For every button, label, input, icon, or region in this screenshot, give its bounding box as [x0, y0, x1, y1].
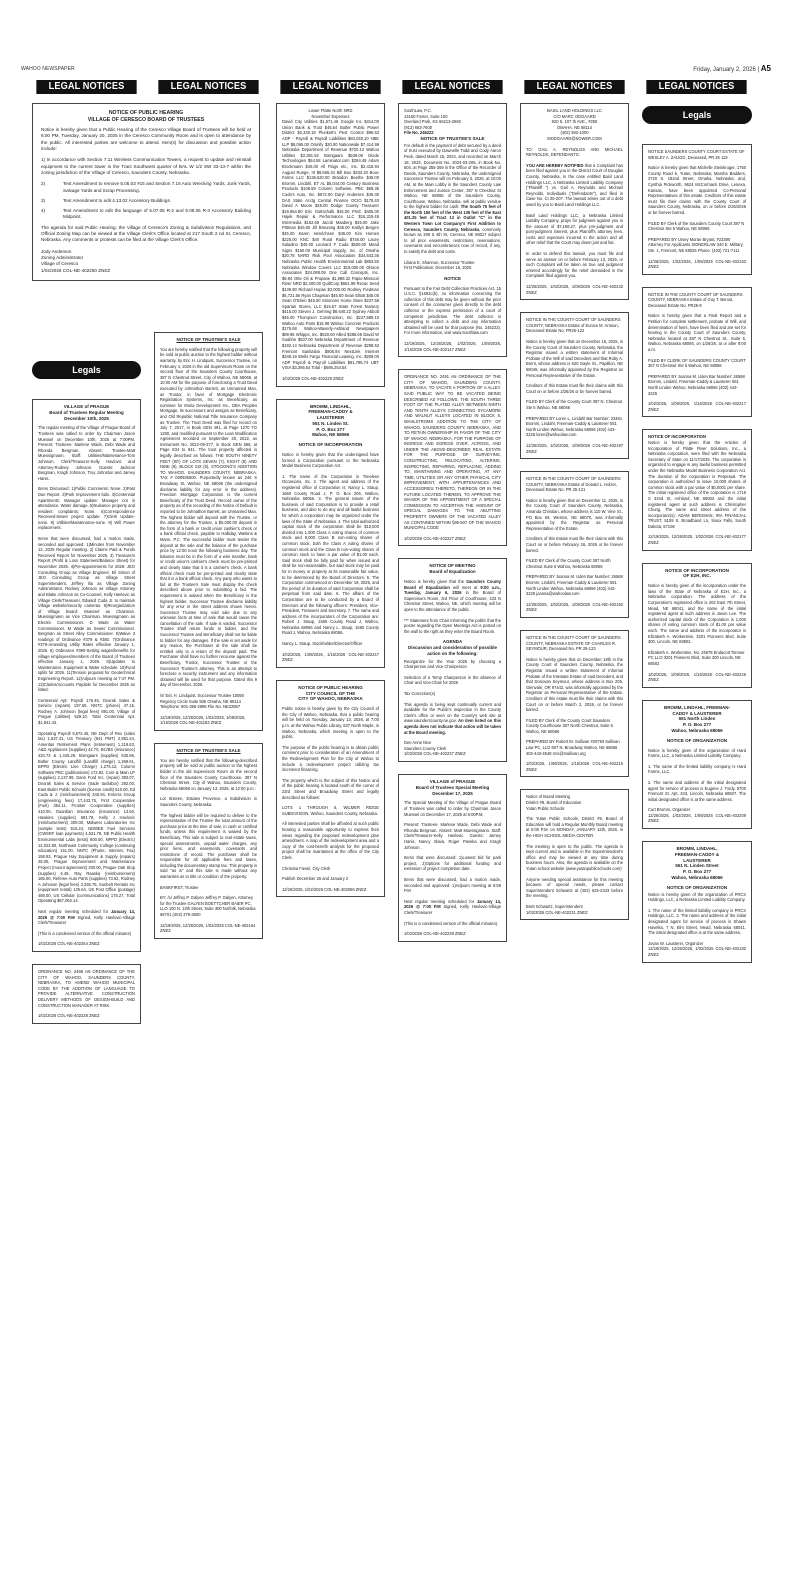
- section-header: LEGAL NOTICES: [646, 80, 746, 94]
- section-header-bars: [32, 80, 752, 94]
- notice-organization-prcs-holdings: BROMM, LINDAHL, FREEMAN-CADDY & LAUSTERER 551 N. Linden Street P. O. Box 277 Wahoo, Nebraska 68066 NOTICE OF ORGANIZATION Notice is hereby given of the organization of PRCS Holdings, LLC, a Nebraska Limited Liability Company. 1. The name of the limited liability company is PRCS Holdings, LLC. 2. The name and address of the initial designated agent for service of process is Shawn Havelka, 7 N. Elm Street, Mead, Nebraska 68041. The initial designated office is at the same address. Jovan W. Lausterer, Organizer 12/19/2025, 12/26/2025, 1/02/2026 COL-NE-402182 ZNEZ: [642, 841, 752, 963]
- notice-basil-land-holdings: BASIL LAND HOLDINGS LLC C/O MARC ODGAARD 920 S. 107 th AVE., #250 OMAHA, NE 68114 (402) 592-1000 MODGAARD@SOWER.COM TO: GAIL A. REYNOLDS AND MICHAEL REYNOLDS, DEFENDANTS: YOU ARE HEREBY NOTIFIED that a Complaint has been filed against you in the District Court of Douglas County, Nebraska, in the case entitled Basil Land Holdings LLC, a Nebraska Limited Liability Company ("Plaintiff ") vs. Gail A. Reynolds and Michael Reynolds, Individuals ("Defendants"), and filed in Case No. CI 25-207. The lawsuit arises out of a debt owed by you to Basil Land Holdings LLC. Basil Land Holdings LLC, a Nebraska Limited Liability Company, prays for judgment against you in the amount of $7,188.27, plus pre-judgment and post-judgment interest, plus Plaintiff's attorney fees, costs and expenses incurred in the action and all other relief that the Court may deem just and fair. In order to defend this lawsuit, you must file and serve an answer on or before February 13, 2026, or such Complaint will be taken as true and judgment entered accordingly for the relief demanded in the Complaint filed against you. 12/26/2025, 1/02/2026, 1/09/2026 COL-NE-402232 ZNEZ: [520, 103, 629, 300]
- notice-ordinance-2488: ORDINANCE NO. 2488 AN ORDINANCE OF THE CITY OF WAHOO, SAUNDERS COUNTY, NEBRASKA, TO AMEND WAHOO MUNICIPAL CODE BY THE ADDITION OF LANGUAGE TO PROVIDE ALTERNATIVE CONSTRUCTION DELIVERY METHODS OF DESIGN-BUILD AND CONSTRUCTION MANAGER AT RISK. 1/02/2026 COL-NE-402228 ZNEZ: [32, 964, 141, 1024]
- agenda-item: 2) Text Amendment to remove 5.05.03 #15 and Section 7.16 Auto Wrecking Yards, Junk Yards, Salvage Yards and Scrap Processing.: [41, 181, 251, 193]
- column-2: [154, 332, 263, 951]
- notice-incorporation-e2h: NOTICE OF INCORPORATION OF E2H, INC. Notice is hereby given of the incorporation under the laws of the State of Nebraska of E2H, Inc., a Nebraska corporation. The address of the Corporation's registered office is 202 East 7th Street, Mead, NE 68041, and the name of the initial registered agent at such address is Jason Lee. The authorized capital stock of the Corporation is 1,000 shares of voting common stock of $1.00 par value each. The name and address of the incorporator is Elizabeth A. Workentine, 3201 Pioneers Blvd, Suite 300, Lincoln, NE 68502. Elizabeth A. Workentine, No. 26678 Endacott Timmer PC LLO 3201 Pioneers Blvd, Suite 300 Lincoln, NE 68502 1/02/2026, 1/09/2026, 1/16/2026 COL-NE-402246 ZNEZ: [642, 563, 752, 688]
- section-header: LEGAL NOTICES: [402, 80, 502, 94]
- notice-title: VILLAGE of PRAGUE Board of Trustees Regular Meeting December 10th, 2025: [49, 404, 124, 421]
- notice-estate-zaugg: NOTICE SAUNDERS COUNTY COURT ESTATE OF WESLEY A. ZAUGG, Deceased, PR 25 119 Notice is hereby given that Michelle Steinkruger, 1750 County Road 6, Yutan, Nebraska; Marsha Badders, 3720 S. 182nd Street, Omaha, Nebraska; and, Cynthia Pickworth, 9624 McCormack Drive, Lenexa, Kansas, have been appointed Co-Personal Representatives of this estate. Creditors of this estate must file their claims with the County Court of Saunders County, Nebraska, on or before 2/26/2026 or be forever barred. FILED BY Clerk of the Saunders County Court 387 N Chestnut Ste 5 Wahoo, NE 68066 PREPARED BY Ursey Moran Bryant, #23380 Attorney For Applicants SIDNERLAW 340 E. Military, Ste. 1, Fremont, NE 68025 Phone: (402) 721-7111 12/26/2025, 1/02/2026, 1/09/2026 COL-NE-402163 ZNEZ: [642, 144, 752, 275]
- notice-southlaw-trustees-sale: SouthLaw, P.C. 13160 Foster, Suite 100 Overland Park, KS 66213-2660 (913) 663-7600 File No. 246222 NOTICE OF TRUSTEE'S SALE For default in the payment of debt secured by a deed of trust executed by Dawnelle Todd and Cody Aaron Peck, dated March 15, 2024, and recorded on March 18, 2024, Document No. 2024-03-205, in Book No. 604, at Page 355-369 in the Office of the Recorder of Deeds, Saunders County, Nebraska, the undersigned Successor Trustee will on February 3, 2026, at 10:00 AM, at the Main Lobby in the Saunders County Law Enforcement and Justice Center, 387 N Chestnut St Wahoo, NE 68066 of the Saunders County, Courthouse, Wahoo, Nebraska, sell at public vendue to the highest bidder for cash: The South 75 feet of the North 150 feet of the West 135 feet of the East 401.25 feet of Tract 13 in Outlot "C" in the Western Town Lot Company's First Addition to Ceresco, Saunders County, Nebraska, commonly known as 309 S 4th St, Ceresco, NE 68017 subject to all prior easements, restrictions, reservations, covenants and encumbrances now of record, if any, to satisfy the debt and costs. Liliana E. Shannon, Successor Trustee First Publication: December 19, 2025 NOTICE Pursuant to the Fair Debt Collection Practices Act, 15 U.S.C. §1692c(b), no information concerning the collection of this debt may be given without the prior consent of the consumer given directly to the debt collector or the express permission of a court of competent jurisdiction. The debt collector is attempting to collect a debt and any information obtained will be used for that purpose (No. 246222). For more information, visit www.Southlaw.com 12/19/2025, 12/26/2025, 1/02/2026, 1/09/2026, 1/16/2026 COL-NE-402147 ZNEZ: [398, 103, 507, 357]
- notice-board-of-equalization: NOTICE OF MEETING Board of Equalization Notice is hereby given that the Saunders County Board of Equalization will meet at 9:00 a.m., Tuesday, January 6, 2026 in the Board of Supervisors Room, 3rd Floor of Courthouse, 433 N Chestnut Street, Wahoo, NE, which meeting will be open to the attendance of the public. *** Statement from Chair informing the public that the poster regarding the Open Meetings Act is posted on the wall to the right as they enter the Board Room. AGENDA Discussion and consideration of possible action on the following: Reorganize for the Year 2026 by choosing a Chairperson and Vice Chairperson Selection of a Temp Chairperson in the absence of Chair and Vice-Chair for 2026 Tax Correction(s) This agenda is being kept continually current and available for the Public's inspection in the County Clerk's office or seen on the County's web site at www.saunderscounty.ne.gov. An item listed on this agenda does not indicate that action will be taken at the Board meeting. Dee Anne Nice Saunders County Clerk 1/02/2026 COL-NE-402237 ZNEZ: [398, 558, 507, 762]
- masthead: [21, 62, 771, 74]
- column-6: [642, 98, 752, 975]
- notice-paragraph: The agenda for said Public Hearing, the Village of Ceresco's Zoning & Subdivision Regulations, and Official Zoning Map can be viewed at the Village Clerk's Office located at 217 South 2 nd St, Ceresco, Nebraska. Any comments or protests can be filed at the Village Clerk's Office.: [41, 224, 251, 243]
- column-5: [520, 103, 629, 932]
- page-number: A5: [760, 64, 771, 73]
- notice-wahoo-public-hearing: NOTICE OF PUBLIC HEARING CITY COUNCIL OF THE CITY OF WAHOO, NEBRASKA Public notice is hereby given by the City Council of the City of Wahoo, Nebraska, that a public hearing will be held on Tuesday, January 13, 2026, at 7:00 p.m. at the Wahoo Public Library, 637 North Maple, in Wahoo, Nebraska, which meeting is open to the public. The purpose of the public hearing is to obtain public comment prior to consideration of an Amendment of the Redevelopment Plan for the City of Wahoo to include a redevelopment project utilizing tax increment financing. The property which is the subject of this Notice and of the public hearing is located south of the corner of 23rd Street and Broadway Street and legally described as follows: LOTS 1 THROUGH 6, WILMER RIDGE SUBDIVISION, Wahoo, Saunders County, Nebraska. All interested parties shall be afforded at such public hearing a reasonable opportunity to express their views regarding the proposed redevelopment plan amendment. A map of the redevelopment area and a copy of the cost-benefit analysis for the proposed project shall be maintained at the office of the City Clerk. Christina Fiesel, City Clerk Publish December 26 and January 2 12/26/2025, 1/02/2026 COL-NE-402066 ZNEZ: [276, 680, 385, 897]
- notice-estate-benoit: NOTICE IN THE COUNTY COURT OF SAUNDERS COUNTY, NEBRASKA Estate of Guy T. Benoit, Deceased Estate No. PR25-8 Notice is hereby given that a Final Report and a Petition for complete settlement, probate of Will, and determination of heirs, have been filed and are set for hearing in the County Court of Saunders County, Nebraska located at 387 N Chestnut St., Suite 5, Wahoo, Nebraska 68066, on 1/26/26, at or after 9:00 a.m. FILED BY CLERK OF SAUNDERS COUNTY COURT 387 N Chestnut Ste 5 Wahoo, NE 68066 PREPARED BY Joanna M. Uden Bar Number: 26568 Bromm, Lindahl, Freeman-Caddy & Lausterer 551 North Linden Wahoo, Nebraska 68066 (402) 443-3225 1/02/2026, 1/09/2026, 1/16/2026 COL-NE-402217 ZNEZ: [642, 287, 752, 418]
- issue-date: Friday, January 2, 2026: [693, 67, 756, 73]
- notice-signature: Jody Anderson Zoning Administrator Village of Ceresco 1/02/2026 COL-NE-402250 ZNEZ: [41, 248, 111, 273]
- notice-trustees-sale-galyen: NOTICE OF TRUSTEE'S SALE You are hereby notified that the following-described property will be sold at public auction to the highest bidder in the old Supervisors Room on the second floor of the Saunders County Courthouse, 387 N Chestnut Street, City of Wahoo, Saunders County, Nebraska 68066 on January 13, 2026, at 12:00 p.m.: Lot Sixteen, Estates Provence, a Subdivision in Saunders County, Nebraska. The highest bidder will be required to deliver to the representative of the Trustee the total amount of the purchase price at the time of sale, in cash or certified funds, unless this requirement is waived by the Beneficiary. This sale is subject to real estate taxes, special assessments, unpaid water charges, any prior liens, and easements, covenants and restrictions of record. The purchaser shall be responsible for all applicable fees and taxes, including the documentary stamp tax. This property is sold "as is" and this sale is made without any warranties as to title or condition of the property. BANKFIRST, Trustee BY: /s/ Jeffrey P. Galyen Jeffrey P. Galyen, Attorney for the Trustee GALYEN BOETTCHER BAIER PC, LLO 100 N. 13th Street, Suite 300 Norfolk, Nebraska 68701 (402) 379-3600 12/19/2025, 12/26/2025, 1/02/2026 COL-NE-402164 ZNEZ: [154, 743, 263, 939]
- notice-paragraph: Notice is hereby given that a Public Hearing of the Ceresco Village Board of Trustees will be held at 6:00 PM, Tuesday, January 20, 2025 in the Ceresco Community Room and is open to attendance by the public. All interested parties are welcome to attend. Item(s) for discussion and possible action include:: [41, 127, 251, 152]
- notice-organization-hard-farms: BROMM, LINDAHL, FREEMAN- CADDY & LAUSTERER 551 North Linden P. O. Box 277 Wahoo, Nebraska 68066 NOTICE OF ORGANIZATION Notice is hereby given of the organization of Hard Farms, LLC, a Nebraska Limited Liability Company. 1. The name of the limited liability company is Hard Farms, LLC. 2. The name and address of the initial designated agent for service of process is Eugene J. Tvrdy, 5700 Fremont St. Apt. 343, Lincoln, Nebraska 68507. The initial designated office is at the same address. Curt Bromm, Organizer 12/26/2025, 1/02/2026, 1/09/2026 COL-NE-402209 ZNEZ: [642, 700, 752, 829]
- column-1: [32, 345, 141, 1036]
- column-4: [398, 103, 507, 954]
- section-header: LEGAL NOTICES: [524, 80, 624, 94]
- notice-trustees-sale-lindquist: NOTICE OF TRUSTEE'S SALE You are hereby notified that the following property will be sold at public auction to the highest bidder without warranty, by Eric H. Lindquist, Successor Trustee, on February 4, 2026 in the old Supervisors Room on the second floor of the Saunders County Courthouse, 387 N Chestnut Street, City of Wahoo, NE 68066, at 10:00 AM for the purpose of foreclosing a Trust Deed executed by Johnathon Barrett, an Unmarried Man, as Trustor, in favor of Mortgage Electronic Registration Systems, Inc. as Beneficiary, as nominee for Moria Development Inc., DBA Peoples Mortgage, its successors and assigns as Beneficiary, and Old Republic National Title Insurance Company as Trustee. The Trust Deed was filed for record on July 7, 2017, in Book GEN 491, at Page 1270 TO 1280, and modified pursuant to the Loan Modification Agreement recorded on September 30, 2022, as Instrument No. 2022-09-377, in Book GEN 586, at Page 834 to 841. The trust property affected is legally described as follows: THE SOUTH NINETY FEET (90') OF LOTS SEVEN (7), EIGHT (8) AND NINE (9), BLOCK SIX (6), STOCKING'S ADDITION TO WAHOO, SAUNDERS COUNTY, NEBRASKA. TAX # 000936500. Purportedly known as 246 S Broadway St, Wahoo, NE 68066 (the undersigned disclaims liability for any error in the address). Freedom Mortgage Corporation is the current Beneficiary of the Trust Deed. Record owner of the property as of the recording of the Notice of Default is reported to be Johnathon Barrett, an Unmarried Man. The highest bidder will deposit with the Trustee, or the attorney for the Trustee, a $5,000.00 deposit in the form of a bank or credit union cashier's check or a bank official check, payable to Halliday, Watkins & Mann, P.C. The successful bidder must tender the deposit at the sale and the balance of the purchase price by 12:00 noon the following business day. The balance must be in the form of a wire transfer, bank or credit union's cashier's check must be pre-printed and clearly state that it is a cashier's check. A bank official check must be pre-printed and clearly state that it is a bank official check. Any party who wants to bid at the Trustee's Sale must display the check described above prior to submitting a bid. The requirement is waived when the Beneficiary is the highest bidder. Successor Trustee disclaims liability for any error in the street address shown herein. Successor Trustee may void sale due to any unknown facts at time of sale that would cause the cancellation of the sale. If sale is voided, Successor Trustee shall return funds to bidder, and the Successor Trustee and Beneficiary shall not be liable to bidder for any damages. If the sale is set aside for any reason, the Purchaser at the sale shall be entitled only to a return of the deposit paid. The Purchaser shall have no further recourse against the Beneficiary, Trustor, Successor Trustee or the Successor Trustee's attorney. This is an attempt to foreclose a security instrument and any information obtained will be used for that purpose. Dated this 9 day of December, 2025. /s/ Eric H. Lindquist, Successor Trustee 10050 Regency Circle Suite 505 Omaha, NE 68114 Telephone: 801-355-2886 File No. NE22857 12/19/2025, 12/26/2025, 1/02/2026, 1/09/2026, 1/16/2026 COL-NE-401183 ZNEZ: [154, 332, 263, 731]
- agenda-item: 3) Text Amendment to edit 4.13.02 Accessory Buildings.: [41, 197, 172, 203]
- notice-ceresco-public-hearing: [32, 103, 260, 281]
- notice-estate-holzer: NOTICE IN THE COUNTY COURT OF SAUNDERS COUNTY, NEBRASKA Estate of Donald L. Holzer, Deceased Estate No. PR 25-121 Notice is hereby given that on December 11, 2025, in the County Court of Saunders County, Nebraska, Amanda Christian, whose address is 110 W. Vine St., PO Box 69, Weston, NE 68070, was informally appointed by the Registrar as Personal Representative of the Estate. Creditors of this Estate must file their claims with this Court on or before February 26, 2026 or be forever barred. FILED BY Clerk of the County Court 387 North Chestnut Suite 5 Wahoo, Nebraska 68066 PREPARED BY Joanna M. Uden Bar Number: 26568 Bromm, Lindahl, Freeman-Caddy & Lausterer 551 North Linden Wahoo, Nebraska 68066 (402) 443-3225 joanna@wahoolaw.com 12/26/2025, 1/02/2026, 1/09/2026 COL-NE-402192 ZNEZ: [520, 471, 629, 618]
- notice-prague-regular-meeting: VILLAGE of PRAGUE Board of Trustees Regular Meeting December 10th, 2025 The regular meeting of the Village of Prague Board of Trustees was called to order by Chairman Jason Muessel on December 10th, 2025 at 7:00PM. Present: Trustees- Marlene Wade, Debi Wade and Rhonda Bergman. Absent: Trustee-Matt Muessigmann. Staff: Utilities/Maintenance-Tom Johnson, Clerk/Treasurer-Kelly Havlovic and Attorney-Rodney Johnson. Guests: Jackson Bergman, Kragh Johnson, Troy Johnston and Jamey Hanis. Items Discussed: 1)Public Comments: None. 2)Past Due Report. 3)Park Improvement bids. 4)Centennial Apartments: Manager update: Manager not in attendance. Water damage. 5)Nuisance property and resident complaints: None. 6)Correspondence Received-Sewer project update. 7)Clerk Update-none. 8) Utilities/Maintenance-none. 9) Will Power replacement. Items that were discussed, had a motion made, seconded and approved: 1)Minutes from November 12, 2025 Regular meeting. 2) Claims Paid & Funds Received Report for November 2025. 3) Treasurers Report (Profit & Loss Statement/Balance Sheet) for November 2025. 4)Pre-appointments for 2026: JEO Consulting Group as Village Engineer. Eli Simon of JEO Consulting Group as Village Street Superintendent, Jeffrey Ilia as Village Zoning Administrator, Rodney Johnson as Village Attorney and Blake Johnson as Co-Counsel, Kelly Havlovic as Village Clerk/Treasurer, Edward Cuda Jr. to maintain Village website/security cameras. 5)Reorganization of Village Board: Muessel as Chairman. Muessigmann as Vice Chairman. Muessigmann as Electric Commissioner. D Wade as Water Commissioner. M Wade as Sewer Commissioner. Bergman as Street Alley Commissioner. 6)Waive 3 readings of Ordinance #379 & #380. 7)Ordinance #379-Amending Utility Rates effective January 1, 2026. 8) Ordinance #380-Setting wages/benefits for village employees/members of the Board of Trustees effective January 1, 2026. 9)Updates to Maintenance, Equipment & Water schedule. 10)Fund splits for 2026. 11)Tension proposal for Geotechnical Engineering Report. 12)Adjourn meeting at 7:47 PM. 13)Claims/Accounts Payable for December 2025 as listed: Centennial Apt: Payroll 176.46, Dvorak Sales & Service (repairs) 197.69, NNTC (phone) 47.15, Rodney A. Johnson (legal fees) 891.00, Village of Prague (utilities) 529.10. Total Centennial Apt. $1,841.43. Operating Payroll 9,572.46, NE Dept of Rev (sales tax) 1,537.41, US Treasury (941 PMT) 2,881.24, Ameritas Retirement Plans (retirement) 1,219.63, A&D Appliances (supplies) 42.70, BC/BS (insurance) 434.73 & 1,445.29, Bomgaars (supplies) 630.95, Butler County Landfill (Landfill charge) 1,269.61, BPPD (Electric Line Charge) 1,275.12, Column Software PBC (publications) 172.92, Core & Main LP (supplies) 2,137.99, Darin Ford Inc. (repair) 393.07, Dvorak Sales & Service (trade tax/labor) 292.00, East Butler Public Schools (license credit) 510.00, Ed Cuda & J. (reimbursement) 245.94, Enterra Group (engineering fees) 17,443.75, First Cooperative (Fuel) 354.11, Frontier Cooperative (supplies) 410.00, Guardian Insurance (insurance) 13.60, Hawkins (supplies) 691.78, Kelly J Havlovic (reimbursement) 300.00, Midwest Laboratories Inc (sample tests) 515.24, NDWEE Fuel Services (CWSRF loan payments) 4,631.79, NE Public Health Environmental Labs (tests) 600.00, NPPD (Electric) 14,022.80, Northeast Community College (continuing education) 151.00, NNTC (Phone, Internet, Fax) 158.93, Prague Hay Equipment & Supply (repairs) 25.00, Prague Improvement and Maintenance Project (mount agreement) 200.00, Prague Oak Stop (supplies) 6.49, Ray Raaska (reimbursement) 185.00, Referee Auto Parts (supplies) 73.62, Rodney A Johnson (legal fees) 3,336.75, Sunbelt Rentals Inc (equipment rental) 125.64, US Post Office (postage) 468.00, US Cellular (communications) 175.27. Total Operating $67,062.14. Next regular meeting scheduled for January 14, 2026 @ 7:00 P.M Signed, Kelly Havlovic-Village Clerk/Treasurer (This is a condensed version of the official minutes) 1/02/2026 COL-NE-402264 ZNEZ: [32, 399, 141, 952]
- notice-yutan-board-meeting: Notice of Board Meeting District #9, Board of Education Yutan Public Schools The Yutan Public Schools, District #9, Board of Education will hold a Regular Monthly Board meeting at 6:00 P.M. on MONDAY, JANUARY 12th, 2026, in the HIGH SCHOOL MEDIA CENTER. The meeting is open to the public. The agenda is kept current and is available in the Superintendent's office and may be viewed at any time during business hours. Also, the agenda is available on the Yutan school website (www.yutanpublicschools.com) Anyone needing special assistance for this meeting because of special needs, please contact Superintendent Schwartz at (402) 625-2343 before the meeting. Brett Schwartz, Superintendent 1/02/2026 COL-NE-402231 ZNEZ: [520, 789, 629, 920]
- agenda-item: 4) Text Amendment to edit the language of 5.07.05 R-2 and 5.08.05 R-3 Accessory Building Midpoint.: [41, 208, 251, 220]
- notice-ceresco-public-hearing-wrapper: [32, 103, 260, 293]
- notice-estate-antoun: NOTICE IN THE COUNTY COURT OF SAUNDERS COUNTY, NEBRASKA Estate of Eunice M. Antoun, Deceased Estate No. PR25-122 Notice is hereby given that on December 15, 2025, in the County Court of Saunders County, Nebraska, the Registrar issued a written statement of Informal Probate of the Will of said Decedent and that Roby A. Brent, whose address is 620 Gayle St., Papillion, NE 68046, was informally appointed by the Registrar as Personal Representative of the Estate. Creditors of this Estate must file their claims with this Court on or before 2/26/26 or be forever barred. FILED BY Clerk of the County Court 387 N. Chestnut Ste 5 Wahoo, NE 68066 PREPARED BY Loren L. Lindahl Bar Number: 23481 Bromm, Lindahl, Freeman-Caddy & Lausterer 551 North Linden Wahoo, Nebraska 68066 (402) 443-3225 loren@wahoolaw.com 12/26/2025, 1/02/2026, 1/09/2026 COL-NE-402197 ZNEZ: [520, 312, 629, 459]
- legals-pill: Legals: [32, 361, 141, 379]
- notice-paragraph: 1) In accordance with Section 7.11 Wireless Communication Towers, a request to update and reinstall equipment to the current tower in the Tract Southwest quarter of BAL W 1/2 SW 33-13-7 within the zoning jurisdiction of the Village of Ceresco, Saunders County, Nebraska.: [41, 157, 251, 175]
- notice-incorporation-timeless-occasions: BROMM, LINDAHL, FREEMAN-CADDY & LAUSTERER 551 N. Linden St. P. O. Box 277 Wahoo, NE 68066 NOTICE OF INCORPORATION Notice is hereby given that the undersigned have formed a Corporation pursuant to the Nebraska Model Business Corporation Act. 1. The name of the Corporation is Timeless Occasions, Inc. 2. The agent and address of the registered office of Corporation is: Nancy L. Staup, 1660 County Road J, P. O. Box 206, Wahoo, Nebraska 68066. 3. The general nature of the business of said Corporation is to provide a retail business, and also to do any and all lawful business for which a corporation may be organized under the laws of the State of Nebraska. 4. The total authorized capital stock of the corporation shall be $10,000 divided into 1,000 Class A voting shares of common stock and 9,000 Class B non-voting shares of common stock, both the Class A voting shares of common stock and the Class B non-voting shares of common stock to have a par value of $1.00 each. Said stock shall be fully paid for when issued and shall be non-assessable, but said stock may be paid for in money or property at its reasonable fair value, to be determined by the Board of Directors. 5. The Corporation commenced on December 19, 2025, and the period of its duration of said Corporation shall be perpetual from said date. 6. The affairs of the Corporation are to be conducted by a Board of Directors and the following officers: President, Vice-President, Treasurer and Secretary. 7. The name and address of the incorporators of the Corporation are: Robert J. Staup, 1660 County Road J, Wahoo, Nebraska 68066 and Nancy L. Staup, 1660 County Road J, Wahoo, Nebraska 68066. Nancy L. Staup, Stockholder/Director/Officer 1/02/2026, 1/09/2026, 1/16/2026 COL-NE-402247 ZNEZ: [276, 399, 385, 668]
- notice-nrd-expenses: Lower Platte North NRD November Expenses David City Utilities $1,571.46 Google Inc $414.00 Union Bank & Trust $45.64 Butler Public Power District $2,330.18 Plunkett's Pest Control $96.53 ADP - Payroll & Payroll Liabilities $83,049.10 HBE LLP $8,065.00 Omnify $20.00 Nationwide $7,414.99 Nebraska Department of Revenue $720.13 Wahoo Utilities $2,381.52 Bomgaars $539.08 Diode Technologies $54.58 Laminator.com $284.49 Adam Brockmann $45.00 All Flags etc., Inc. $2,418.94 August Runge, III $8,665.34 Bill Boo $333.20 Bouc Farms LLC $136,620.00 Brandon Beethe $45.00 Bromm, Lindahl, ET AL $5,044.00 Century Business Products $108.59 Column Software, PBC $69.36 Cuda's Auto, Inc. $672.00 Daryl Andersen $45.00 DAS State Acctg Central Finance OCIO $178.40 David A Moore $45.00 Dodge County Treasurer $19,964.80 Eric Gottschalk $45.00 FNIC $405.00 Hajek Repair & Performance LLC $16,319.45 Intermedia $162.69 Jacob Maaberg $45.00 Jake Pittman $45.00 Jill Breuning $45.00 Kaitlyn Bergen $45.00 Karen Henrichsen $45.00 Kim Homes $225.00 KNC $40 Rural Radio $748.00 Lacey Saladino $45.00 Leonard F Cuda $500.00 Mead Signs $150.00 Municipal Supply, Inc. of Omaha $30.78 NARD Risk Pool Association $34,643.36 Nebraska Public Health Environmental Lab $863.50 Nebraska Window Covers LLC $18,000.00 Olsson Associates $24,088.09 One Call Concepts, Inc. $9.84 Otte Oil & Propane $1,988.32 Papio-Missouri River NRD $2,400.00 QuillCorp $581.99 Rezac Seed $139.90 Richard Hopas $2,000.00 Rodney Fiedman $6,721.56 Ryan Chapman $45.00 Sean Elliott $45.00 Sean O'Brien $45.00 Simmons Home Store $237.58 Spartan Stores, LLC $15.57 State Forest Nursery $415.00 Steven J. Gehring $8,640.22 Sydney Abbott $45.00 Thompson Construction, Inc. $247,589.10 Wahoo Auto Parts $15.98 Wahoo Concrete Products $176.68 Wahoo-Waverly-Ashland Newspapers $89.95 Whipps, Inc. $620.00 Allied $288.65 David W Suabhe $537.00 Nebraska Department of Revenue $192.14 Nebraska Department of Revenue $298.52 Fremont Sanitation $805.94 NextLink Internet $348.19 Wells Fargo Financial Leasing, Inc. $209.00 ADP Payroll & Payroll Liabilities $81,785.74 UBT VISA $3,366.54 Total - $686,254.54 1/02/2026 COL-NE-402229 ZNEZ: [276, 103, 385, 387]
- legals-pill: Legals: [642, 106, 752, 124]
- column-3: [276, 103, 385, 909]
- section-header: LEGAL NOTICES: [158, 80, 258, 94]
- notice-estate-seymour: NOTICE IN THE COUNTY COURT OF SAUNDERS COUNTY, NEBRASKA ESTATE OF CHARLES R. SEYMOUR, Deceased No. PR 25-123 Notice is hereby given that on December 18th in the County Court of Saunders County, Nebraska, the Registrar issued a written Statement of Informal Probate of the Intestate Estate of said Decedent, and that Donovan Seymour, whose address is Box 205, Glenvale, OR 97442, was informally appointed by the Registrar as Personal Representative of the Estate. Creditors of this estate must file their claims with this Court on or before March 2, 2026, or be forever barred. FILED BY Clerk of the County Court Saunders County Courthouse 387 North Chestnut, Suite 5 Wahoo, NE 68066 PREPARED BY Robert M. Sullivan #20793 Sullivan Law PC, LLO 607 N. Broadway Wahoo, NE 68066 402-443-4548 rms@rsullivan.org 1/02/2026, 1/09/2026, 1/16/2026 COL-NE-402215 ZNEZ: [520, 630, 629, 777]
- section-header: LEGAL NOTICES: [36, 80, 136, 94]
- issue-date-page: [693, 64, 771, 73]
- paper-name: WAHOO NEWSPAPER: [21, 66, 75, 72]
- notice-incorporation-platte-river: NOTICE OF INCORPORATION Notice is hereby given that the Articles of Incorporation of Platte River Solutions, Inc., a Nebraska corporation, were filed with the Nebraska Secretary of State on 11/17/2025. The corporation is organized to engage in any lawful business permitted under the Nebraska Model Business Corporation Act. The duration of the corporation is Perpetual. The corporation is authorized to issue 10,000 shares of common stock with a par value of $0.0001 per share. The initial registered office of the corporation is 1715 S 32nd St, Ashland, NE 68003 and the initial registered agent at such address is Christopher Chung. The name and street address of the incorporator(s): ADAM BERGMAN, IRA FINANCIAL TRUST, 5109 S. Broadband Ln, Sioux Falls, South Dakota, 57108 12/19/2025, 12/26/2025, 1/02/2026 COL-NE-402177 ZNEZ: [642, 429, 752, 550]
- notice-title: NOTICE OF PUBLIC HEARING VILLAGE OF CERESCO BOARD OF TRUSTEES: [87, 110, 205, 123]
- separator: |: [757, 67, 760, 73]
- notice-prague-special-meeting: VILLAGE of PRAGUE Board of Trustees Special Meeting December 17, 2025 The Special Meeting of the Village of Prague Board of Trustees was called to order by Chairman Jason Muessel on December 17, 2025 at 6:00P.M. Present: Trustees- Marlene Wade, Debi Wade and Rhonda Bergman. Absent: Matt Muessigmann. Staff: Clerk/Treasurer-Kelly Havlovic. Guests: Jamey Hanis, Nancy Slava, Roger Paseka and Kragh Johnson . Items that were discussed: 1)Lowest bid for park project. 2)Options for additional funding and extension of project completion date. Items that were discussed, had a motion made, seconded and approved: 1)Adjourn meeting at 6:58 P.M Next regular meeting scheduled for January 14, 2026 @ 7:00 P.M Signed, Kelly Havlovic-Village Clerk/Treasurer (This is a condensed version of the official minutes). 1/02/2026 COL-NE-402239 ZNEZ: [398, 774, 507, 942]
- notice-ordinance-2491: ORDINANCE NO. 2491 AN ORDINANCE OF THE CITY OF WAHOO, SAUNDERS COUNTY, NEBRASKA, TO VACATE A PORTION OF A ALLEY. SAID PUBLIC WAY TO BE VACATED BEING DESCRIBED AS FOLLOWS: THE SOUTH THREE FOOT OF THE PLATED ALLEY BETWEEN NINTH AND TENTH ALLEYS CONNECTING SYCAMORE AND WALNUT ALLEYS LOCATED IN BLOCK 6, WAHLSTROMS ADDITION TO THE CITY OF WAHOO, SAUNDERS COUNTY, NEBRASKA, AND TO RETAIN OWNERSHIP IN FAVOR OF THE CITY OF WAHOO, NEBRASKA, FOR THE PURPOSE OF INGRESS AND EGRESS OVER, ACROSS, AND UNDER THE ABOVE-DESCRIBED REAL ESTATE FOR THE PURPOSE OF SURVEYING, CONSTRUCTING, RELOCATING, ALTERING, INSPECTING, REPAIRING, REPLACING, ADDING TO, MAINTAINING AND OPERATING, AT ANY TIME, UTILITIES OR ANY OTHER PHYSICAL CITY IMPROVEMENT, WITH APPURTENANCES AND ACCESSORIES THERETO, THEREON OR IN THE FUTURE LOCATED THEREIN, TO APPROVE THE WAIVER OF THE APPOINTMENT OF A SPECIAL COMMISSION TO ASCERTAIN THE AMOUNT OF SPECIAL DAMAGES TO THE ABUTTING PROPERTY OWNERS OF THE VACATED ALLEY AS CONTAINED WITHIN §86-507 OF THE WAHOO MUNICIPAL CODE 1/02/2026 COL-NE-402227 ZNEZ: [398, 369, 507, 546]
- section-header: LEGAL NOTICES: [280, 80, 380, 94]
